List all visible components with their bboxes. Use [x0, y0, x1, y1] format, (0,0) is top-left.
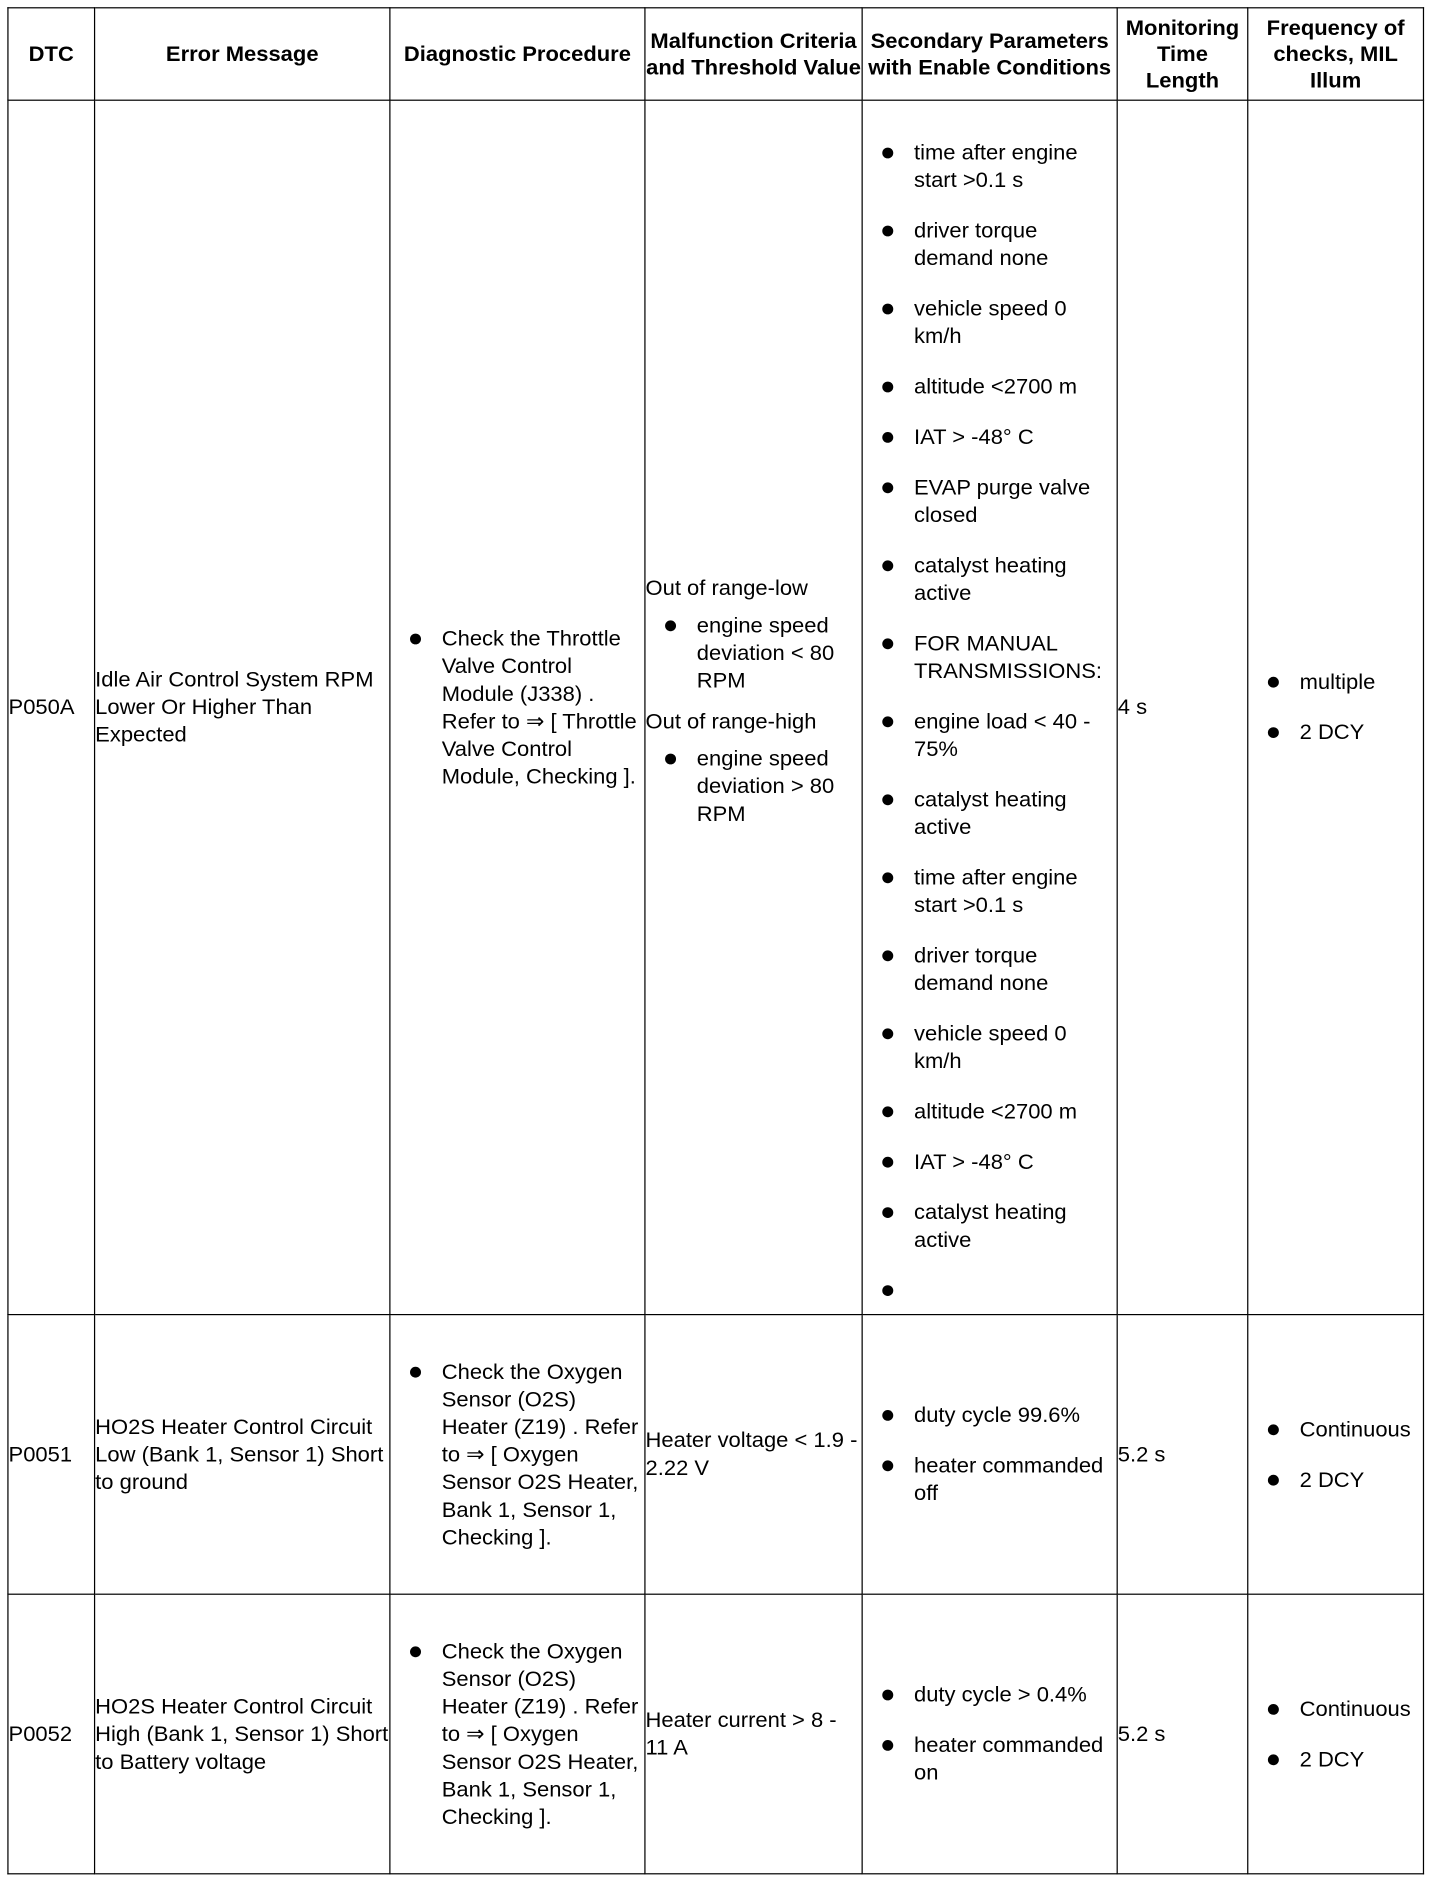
- header-malfunction-criteria: Malfunction Criteria and Threshold Value: [645, 8, 862, 100]
- procedure-item-list: [390, 1358, 644, 1551]
- secondary-parameter: heater commanded off: [863, 1452, 1117, 1507]
- secondary-parameter: driver torque demand none: [863, 217, 1117, 272]
- header-secondary-parameters: Secondary Parameters with Enable Conditions: [862, 8, 1117, 100]
- secondary-parameter: driver torque demand none: [863, 941, 1117, 996]
- dtc-code: P0051: [8, 1315, 95, 1595]
- header-error-message: Error Message: [95, 8, 390, 100]
- secondary-parameter: time after engine start >0.1 s: [863, 139, 1117, 194]
- frequency-item: Continuous: [1248, 1695, 1423, 1723]
- error-message: HO2S Heater Control Circuit High (Bank 1, Sensor 1) Short to Battery voltage: [95, 1594, 390, 1874]
- frequency-item-list: [1248, 1415, 1423, 1493]
- procedure-item: Check the Oxygen Sensor (O2S) Heater (Z19) . Refer to ⇒ [ Oxygen Sensor O2S Heater, Bank 1, Sensor 1, Checking ].: [390, 1358, 644, 1551]
- secondary-parameter: catalyst heating active: [863, 551, 1117, 606]
- secondary-parameter-list: [863, 139, 1117, 1254]
- malfunction-criteria: [645, 1315, 862, 1595]
- secondary-parameters: [862, 100, 1117, 1314]
- header-row: [8, 8, 1424, 100]
- table-row: [8, 1594, 1424, 1874]
- monitoring-time: 4 s: [1117, 100, 1248, 1314]
- malfunction-item-list: [646, 745, 862, 828]
- table-body: [8, 100, 1424, 1874]
- procedure-item: Check the Throttle Valve Control Module (J338) . Refer to ⇒ [ Throttle Valve Control Module, Checking ].: [390, 625, 644, 791]
- frequency-item: Continuous: [1248, 1415, 1423, 1443]
- secondary-parameter: altitude <2700 m: [863, 1097, 1117, 1125]
- frequency: [1248, 1315, 1424, 1595]
- malfunction-item: engine speed deviation < 80 RPM: [646, 611, 862, 694]
- frequency: [1248, 100, 1424, 1314]
- header-frequency: Frequency of checks, MIL Illum: [1248, 8, 1424, 100]
- diagnostic-procedure: [390, 100, 645, 1314]
- dtc-code: P050A: [8, 100, 95, 1314]
- secondary-parameter: heater commanded on: [863, 1732, 1117, 1787]
- malfunction-text: Heater current > 8 - 11 A: [645, 1707, 837, 1760]
- dtc-table: [7, 7, 1424, 1874]
- diagnostic-procedure: [390, 1594, 645, 1874]
- frequency-item: 2 DCY: [1248, 1466, 1423, 1494]
- secondary-parameter: IAT > -48° C: [863, 1148, 1117, 1176]
- malfunction-group: [646, 745, 862, 828]
- secondary-parameter: EVAP purge valve closed: [863, 473, 1117, 528]
- procedure-item-list: [390, 625, 644, 791]
- secondary-parameter-list: [863, 1402, 1117, 1508]
- secondary-parameter: vehicle speed 0 km/h: [863, 295, 1117, 350]
- malfunction-group: [646, 611, 862, 694]
- procedure-item: Check the Oxygen Sensor (O2S) Heater (Z19) . Refer to ⇒ [ Oxygen Sensor O2S Heater, Bank 1, Sensor 1, Checking ].: [390, 1637, 644, 1830]
- frequency-item: 2 DCY: [1248, 719, 1423, 747]
- secondary-parameter: duty cycle > 0.4%: [863, 1681, 1117, 1709]
- error-message: Idle Air Control System RPM Lower Or Higher Than Expected: [95, 100, 390, 1314]
- secondary-parameter-list: [863, 1681, 1117, 1787]
- error-message: HO2S Heater Control Circuit Low (Bank 1, Sensor 1) Short to ground: [95, 1315, 390, 1595]
- malfunction-item: engine speed deviation > 80 RPM: [646, 745, 862, 828]
- monitoring-time: 5.2 s: [1117, 1315, 1248, 1595]
- secondary-parameter: catalyst heating active: [863, 785, 1117, 840]
- malfunction-criteria: [645, 100, 862, 1314]
- secondary-parameter: engine load < 40 - 75%: [863, 707, 1117, 762]
- frequency-item: multiple: [1248, 668, 1423, 696]
- frequency-item-list: [1248, 668, 1423, 746]
- secondary-parameter: IAT > -48° C: [863, 423, 1117, 451]
- secondary-parameter: catalyst heating active: [863, 1198, 1117, 1253]
- malfunction-group-label: Out of range-low: [645, 575, 808, 600]
- malfunction-item-list: [646, 611, 862, 694]
- secondary-parameter: vehicle speed 0 km/h: [863, 1019, 1117, 1074]
- secondary-parameter: duty cycle 99.6%: [863, 1402, 1117, 1430]
- dtc-code: P0052: [8, 1594, 95, 1874]
- malfunction-group-label: Out of range-high: [645, 708, 817, 733]
- monitoring-time: 5.2 s: [1117, 1594, 1248, 1874]
- header-monitoring-time: Monitoring Time Length: [1117, 8, 1248, 100]
- table-row: [8, 1315, 1424, 1595]
- frequency-item-list: [1248, 1695, 1423, 1773]
- frequency-item: 2 DCY: [1248, 1745, 1423, 1773]
- secondary-parameter: time after engine start >0.1 s: [863, 863, 1117, 918]
- procedure-item-list: [390, 1637, 644, 1830]
- header-dtc: DTC: [8, 8, 95, 100]
- header-diagnostic-procedure: Diagnostic Procedure: [390, 8, 645, 100]
- malfunction-text: Heater voltage < 1.9 - 2.22 V: [645, 1428, 858, 1480]
- secondary-parameters: [862, 1315, 1117, 1595]
- diagnostic-procedure: [390, 1315, 645, 1595]
- table-row: [8, 100, 1424, 1314]
- secondary-parameters: [862, 1594, 1117, 1874]
- malfunction-criteria: [645, 1594, 862, 1874]
- secondary-parameter: altitude <2700 m: [863, 373, 1117, 401]
- secondary-parameter: FOR MANUAL TRANSMISSIONS:: [863, 629, 1117, 684]
- frequency: [1248, 1594, 1424, 1874]
